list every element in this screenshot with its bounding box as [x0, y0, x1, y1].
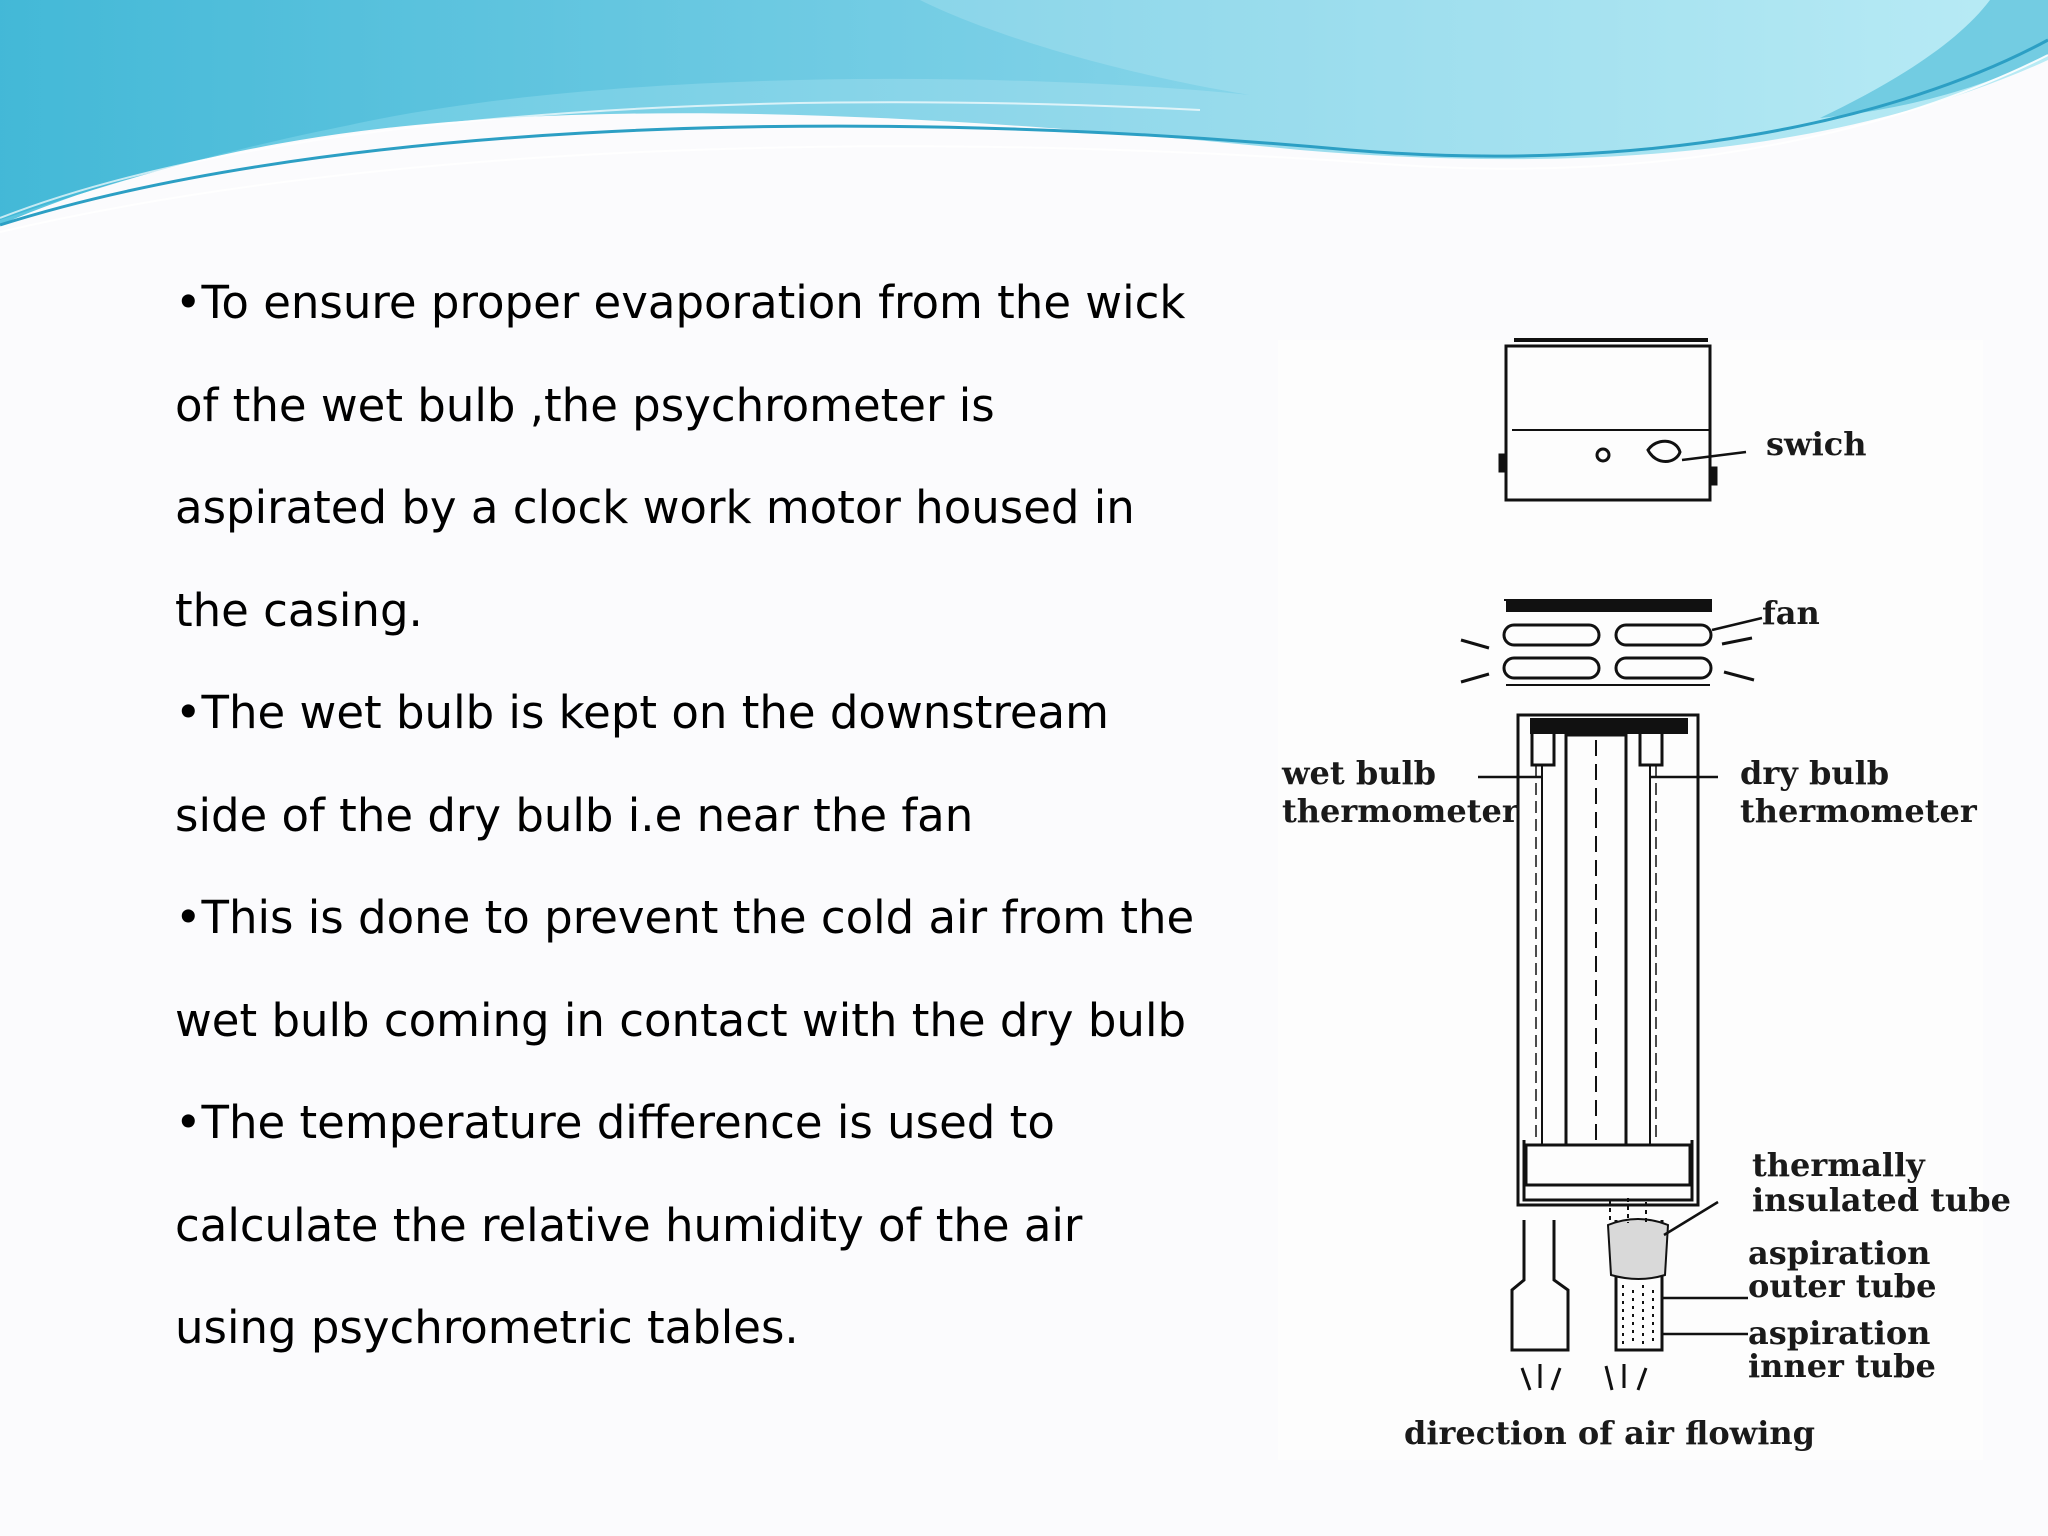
thermometer-housing [1518, 715, 1698, 1205]
label-insulated-tube-2: insulated tube [1752, 1181, 2012, 1219]
label-outer-tube: aspiration [1748, 1234, 1931, 1272]
bullet-item: •The temperature difference is used to calculate the relative humidity of the air using psychrometric tables. [175, 1096, 1083, 1354]
label-inner-tube-2: inner tube [1748, 1347, 1936, 1385]
label-dry-bulb: dry bulb [1740, 754, 1890, 792]
bullet-item: •To ensure proper evaporation from the wick of the wet bulb ,the psychrometer is aspirated by a clock work motor housed in the casing. [175, 276, 1186, 637]
label-insulated-tube: thermally [1752, 1146, 1925, 1184]
label-dry-bulb-2: thermometer [1740, 792, 1977, 830]
label-wet-bulb: wet bulb [1282, 754, 1436, 792]
label-wet-bulb-2: thermometer [1282, 792, 1519, 830]
label-fan: fan [1762, 594, 1820, 632]
bullet-item: •The wet bulb is kept on the downstream side of the dry bulb i.e near the fan [175, 686, 1109, 842]
air-intake-arrows-left [1522, 1364, 1560, 1390]
psychrometer-diagram [1278, 340, 2012, 1460]
label-switch: swich [1766, 425, 1867, 463]
insulated-section [1608, 1219, 1668, 1279]
label-outer-tube-2: outer tube [1748, 1267, 1937, 1305]
header-wave-banner [0, 0, 2048, 240]
label-air-flow: direction of air flowing [1404, 1414, 1816, 1452]
bullet-list [175, 252, 1215, 1380]
switch-knob [1648, 441, 1680, 461]
label-inner-tube: aspiration [1748, 1314, 1931, 1352]
fan-airflow-arrows [1461, 638, 1754, 682]
air-intake-arrows-right [1606, 1364, 1646, 1390]
psychrometer-drawing [1278, 340, 2012, 1460]
bullet-item: •This is done to prevent the cold air from the wet bulb coming in contact with the dry bulb [175, 891, 1195, 1047]
motor-casing [1506, 346, 1710, 500]
